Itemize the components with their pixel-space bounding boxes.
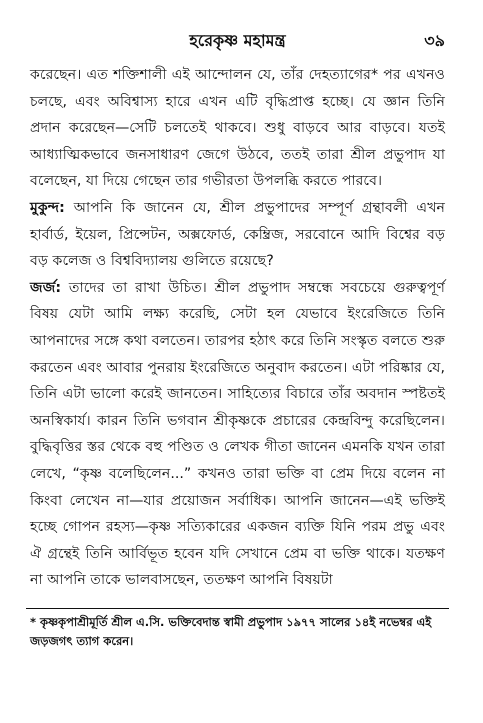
paragraph-text: তাদের তা রাখা উচিত। শ্রীল প্রভুপাদ সম্বন্ধে সবচেয়ে গুরুত্বপূর্ণ বিষয় যেটা আমি লক্ষ্য করেছি, সেটা হল যেভাবে ইংরেজিতে তিনি আপনাদের সঙ্গে কথা বলতেন। তারপর হঠাৎ করে তিনি সংস্কৃত বলতে শুরু করতেন এবং আবার পুনরায় ইংরেজিতে অনুবাদ করতেন। এটা পরিষ্কার যে, তিনি এটা ভালো করেই জানতেন। সাহিত্যের বিচারে তাঁর অবদান স্পষ্টতই অনস্বিকার্য। কারন তিনি ভগবান শ্রীকৃষ্ণকে প্রচারের কেন্দ্রবিন্দু করেছিলেন। বুদ্ধিবৃত্তির স্তর থেকে বহু পণ্ডিত ও লেখক গীতা জানেন এমনকি যখন তারা লেখে, “কৃষ্ণ বলেছিলেন...” কখনও তারা ভক্তি বা প্রেম দিয়ে বলেন না কিংবা লেখেন না—যার প্রয়োজন সর্বাধিক। আপনি জানেন—এই ভক্তিই হচ্ছে গোপন রহস্য—কৃষ্ণ সত্যিকারের একজন ব্যক্তি যিনি পরম প্রভু এবং ঐ গ্রন্থেই তিনি আর্বিভূত হবেন যদি সেখানে প্রেম বা ভক্তি থাকে। যতক্ষণ না আপনি তাকে ভালবাসছেন, ততক্ষণ আপনি বিষয়টা bbox=[30, 279, 445, 589]
paragraph bbox=[30, 195, 445, 275]
running-header bbox=[30, 28, 445, 58]
paragraph-text: আপনি কি জানেন যে, শ্রীল প্রভুপাদের সম্পূর্ণ গ্রন্থাবলী এখন হার্বার্ড, ইয়েল, প্রিন্সেটন, অক্সফোর্ড, কেম্ব্রিজ, সরবোনে আদি বিশ্বের বড় বড় কলেজ ও বিশ্ববিদ্যালয় গুলিতে রয়েছে? bbox=[30, 199, 445, 270]
speaker-label: জর্জ: bbox=[30, 279, 62, 296]
paragraph bbox=[30, 275, 445, 594]
paragraph-text: করেছেন। এত শক্তিশালী এই আন্দোলন যে, তাঁর দেহত্যাগের* পর এখনও চলছে, এবং অবিশ্বাস্য হারে এখন এটি বৃদ্ধিপ্রাপ্ত হচ্ছে। যে জ্ঞান তিনি প্রদান করেছেন—সেটি চলতেই থাকবে। শুধু বাড়বে আর বাড়বে। যতই আধ্যাত্মিকভাবে জনসাধারণ জেগে উঠবে, ততই তারা শ্রীল প্রভুপাদ যা বলেছেন, যা দিয়ে গেছেন তার গভীরতা উপলব্ধি করতে পারবে। bbox=[30, 67, 445, 190]
body-text bbox=[30, 62, 445, 594]
footnote: * কৃষ্ণকৃপাশ্রীমূর্তি শ্রীল এ.সি. ভক্তিবেদান্ত স্বামী প্রভুপাদ ১৯৭৭ সালের ১৪ই নভেম্বর এই জড়জগৎ ত্যাগ করেন। bbox=[30, 614, 432, 648]
running-title: হরেকৃষ্ণ মহামন্ত্র bbox=[189, 31, 286, 50]
footnote-divider bbox=[26, 608, 449, 609]
paragraph bbox=[30, 62, 445, 195]
page-number: ৩৯ bbox=[424, 31, 445, 50]
speaker-label: মুকুন্দ: bbox=[30, 199, 65, 216]
